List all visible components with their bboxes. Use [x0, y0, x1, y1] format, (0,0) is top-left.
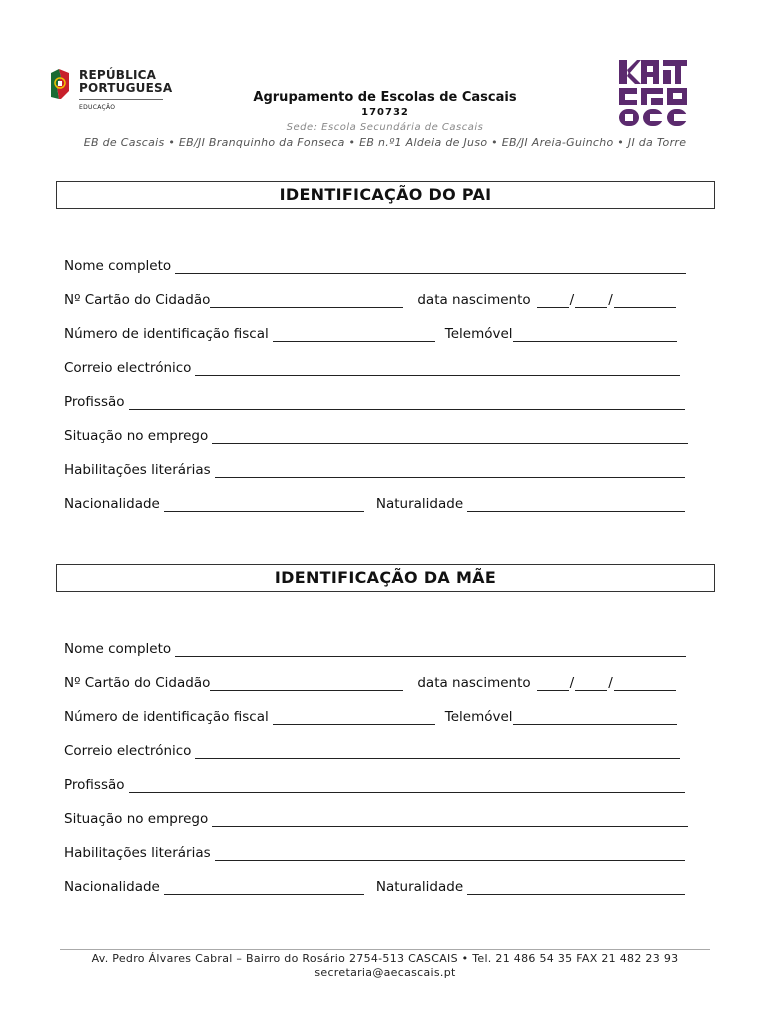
mother-tax-id-field[interactable] — [273, 711, 435, 725]
father-mobile-label: Telemóvel — [444, 326, 513, 342]
mother-nationality-row — [64, 879, 685, 895]
footer-email: secretaria@aecascais.pt — [314, 966, 456, 979]
mother-nationality-field[interactable] — [164, 881, 364, 895]
father-nationality-label: Nacionalidade — [64, 496, 160, 512]
father-birth-year-field[interactable] — [614, 294, 676, 308]
mother-full-name-field[interactable] — [175, 643, 686, 657]
father-employment-label: Situação no emprego — [64, 428, 209, 444]
father-email-field[interactable] — [195, 362, 680, 376]
schools-list: EB de Cascais • EB/JI Branquinho da Fonseca • EB n.º1 Aldeia de Juso • EB/JI Areia-Guincho • JI da Torre — [83, 136, 687, 149]
father-id-card-row: Nº Cartão do Cidadão data nascimento / / — [64, 292, 676, 308]
organization-code: 170732 — [361, 107, 409, 118]
father-employment-row — [64, 428, 688, 444]
father-education-label: Habilitações literárias — [64, 462, 211, 478]
father-birth-date-label: data nascimento — [417, 292, 531, 308]
mother-mobile-label: Telemóvel — [444, 709, 513, 725]
father-birth-month-field[interactable] — [575, 294, 607, 308]
father-education-field[interactable] — [215, 464, 685, 478]
mother-birthplace-field[interactable] — [467, 881, 685, 895]
mother-mobile-field[interactable] — [513, 711, 677, 725]
mother-full-name-row — [64, 641, 686, 657]
father-tax-id-row — [64, 326, 677, 342]
father-nationality-row — [64, 496, 685, 512]
mother-birthplace-label: Naturalidade — [375, 879, 464, 895]
ministry-label: EDUCAÇÃO — [79, 104, 116, 111]
mother-education-row — [64, 845, 685, 861]
father-full-name-label: Nome completo — [64, 258, 172, 274]
mother-birth-date-label: data nascimento — [417, 675, 531, 691]
father-nationality-field[interactable] — [164, 498, 364, 512]
mother-education-label: Habilitações literárias — [64, 845, 211, 861]
mother-profession-row — [64, 777, 685, 793]
mother-email-label: Correio electrónico — [64, 743, 192, 759]
father-profession-field[interactable] — [129, 396, 685, 410]
father-id-card-label: Nº Cartão do Cidadão — [64, 292, 211, 308]
father-section-heading: IDENTIFICAÇÃO DO PAI — [56, 181, 715, 209]
father-tax-id-field[interactable] — [273, 328, 435, 342]
government-name-line2: PORTUGUESA — [79, 81, 173, 95]
mother-section-heading: IDENTIFICAÇÃO DA MÃE — [56, 564, 715, 592]
footer-address: Av. Pedro Álvares Cabral – Bairro do Rosário 2754-513 CASCAIS • Tel. 21 486 54 35 FAX 21 482 23 93 — [91, 952, 679, 965]
footer-divider — [60, 949, 710, 950]
mother-id-card-row: Nº Cartão do Cidadão data nascimento / / — [64, 675, 676, 691]
mother-full-name-label: Nome completo — [64, 641, 172, 657]
organization-title: Agrupamento de Escolas de Cascais — [253, 90, 517, 105]
mother-birth-year-field[interactable] — [614, 677, 676, 691]
mother-employment-row — [64, 811, 688, 827]
father-full-name-row — [64, 258, 686, 274]
mother-email-row — [64, 743, 680, 759]
mother-birth-month-field[interactable] — [575, 677, 607, 691]
mother-tax-id-label: Número de identificação fiscal — [64, 709, 269, 725]
father-full-name-field[interactable] — [175, 260, 686, 274]
mother-profession-label: Profissão — [64, 777, 125, 793]
mother-id-card-label: Nº Cartão do Cidadão — [64, 675, 211, 691]
mother-birth-day-field[interactable] — [537, 677, 569, 691]
government-name-line1: REPÚBLICA — [79, 68, 157, 82]
father-profession-row — [64, 394, 685, 410]
mother-employment-field[interactable] — [212, 813, 688, 827]
father-education-row — [64, 462, 685, 478]
father-email-row — [64, 360, 680, 376]
father-birthplace-label: Naturalidade — [375, 496, 464, 512]
father-id-card-field[interactable] — [210, 294, 403, 308]
father-tax-id-label: Número de identificação fiscal — [64, 326, 269, 342]
mother-employment-label: Situação no emprego — [64, 811, 209, 827]
father-birth-day-field[interactable] — [537, 294, 569, 308]
mother-nationality-label: Nacionalidade — [64, 879, 160, 895]
father-birthplace-field[interactable] — [467, 498, 685, 512]
father-email-label: Correio electrónico — [64, 360, 192, 376]
father-employment-field[interactable] — [212, 430, 688, 444]
headquarters-line: Sede: Escola Secundária de Cascais — [286, 122, 484, 133]
mother-tax-id-row — [64, 709, 677, 725]
mother-profession-field[interactable] — [129, 779, 685, 793]
father-profession-label: Profissão — [64, 394, 125, 410]
mother-id-card-field[interactable] — [210, 677, 403, 691]
mother-email-field[interactable] — [195, 745, 680, 759]
father-mobile-field[interactable] — [513, 328, 677, 342]
mother-education-field[interactable] — [215, 847, 685, 861]
